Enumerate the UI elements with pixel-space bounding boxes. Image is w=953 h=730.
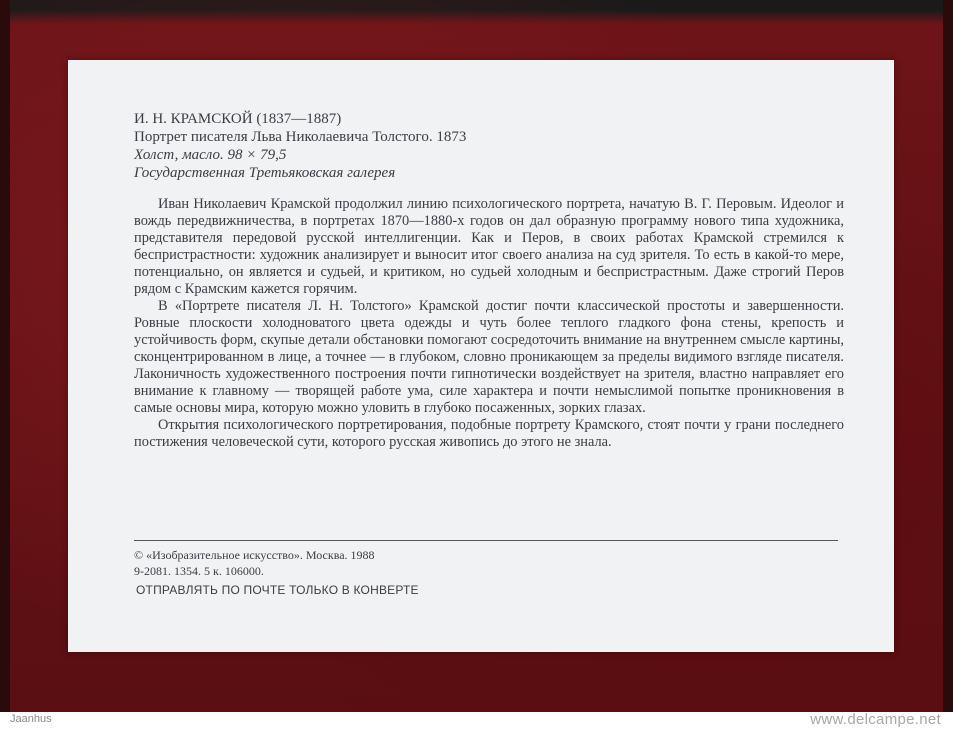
backdrop-left-edge bbox=[0, 0, 10, 712]
artwork-collection: Государственная Третьяковская галерея bbox=[134, 165, 396, 181]
site-watermark: www.delcampe.net bbox=[810, 711, 941, 728]
artwork-title: Портрет писателя Льва Николаевича Толстого. 1873 bbox=[134, 129, 467, 145]
postcard-back bbox=[68, 60, 894, 652]
publisher-line: © «Изобразительное искусство». Москва. 1988 bbox=[134, 548, 375, 562]
seller-watermark: Jaanhus bbox=[10, 713, 52, 725]
backdrop-right-edge bbox=[943, 0, 953, 712]
description-text bbox=[134, 196, 844, 451]
artwork-medium: Холст, масло. 98 × 79,5 bbox=[134, 147, 287, 163]
paragraph-1: Иван Николаевич Крамской продолжил линию психологического портрета, начатую В. Г. Перовым. Идеолог и вождь передвижничества, в портретах 1870—1880-х годов он дал образную программу нового типа художника, представителя передовой русской интеллигенции. Как и Перов, в своих работах Крамской стремился к беспристрастности: художник анализирует и выносит итог своего анализа на суд зрителя. То есть в какой-то мере, потенциально, он является и судьей, и критиком, но судьей холодным и беспристрастным. Даже строгий Перов рядом с Крамским кажется горячим. bbox=[134, 196, 844, 297]
artwork-caption bbox=[134, 110, 874, 182]
paragraph-2: В «Портрете писателя Л. Н. Толстого» Крамской достиг почти классической простоты и завершенности. Ровные плоскости холодноватого цвета одежды и чуть более теплого гладкого фона стены, крепость и устойчивость форм, скупые детали обстановки помогают сосредоточить внимание на внутреннем смысле картины, сконцентрированном в лице, а точнее — в глубоком, словно проникающем за пределы видимого взгляде писателя. Лаконичность художественного построения почти гипнотически воздействует на зрителя, властно направляет его внимание к главному — творящей работе ума, силе характера и почти немыслимой попытке проникновения в самые основы мира, которую можно уловить в глубоко посаженных, зорких глазах. bbox=[134, 298, 844, 416]
mailing-notice: ОТПРАВЛЯТЬ ПО ПОЧТЕ ТОЛЬКО В КОНВЕРТЕ bbox=[136, 583, 419, 597]
divider-line bbox=[134, 540, 838, 541]
publisher-imprint bbox=[134, 547, 375, 579]
print-codes: 9-2081. 1354. 5 к. 106000. bbox=[134, 564, 264, 578]
artist-line: И. Н. КРАМСКОЙ (1837—1887) bbox=[134, 111, 342, 127]
paragraph-3: Открытия психологического портретирования, подобные портрету Крамского, стоят почти у грани последнего постижения человеческой сути, которого русская живопись до этого не знала. bbox=[134, 417, 844, 450]
